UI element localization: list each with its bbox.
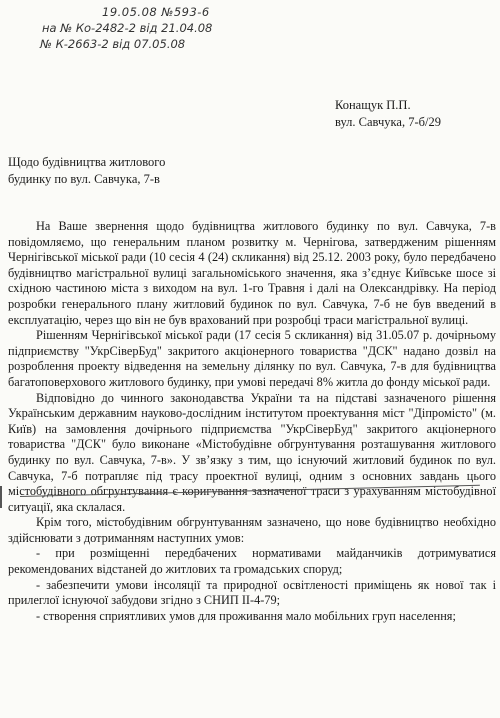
margin-pen-mark xyxy=(0,486,2,508)
addressee-name: Конащук П.П. xyxy=(335,98,411,112)
condition-item-2: - забезпечити умови інсоляції та природної освітленості приміщень як нової так і прилеглої існуючої забудови згідно з СНИП ІІ-4-79; xyxy=(8,577,496,608)
letter-body xyxy=(8,219,496,624)
subject-line-2: будинку по вул. Савчука, 7-в xyxy=(8,172,160,186)
body-paragraph-4: Крім того, містобудівним обгрунтуванням зазначено, що нове будівництво необхідно здійснювати з дотриманням наступних умов: xyxy=(8,515,496,545)
body-paragraph-3: Відповідно до чинного законодавства України та на підставі зазначеного рішення Українським державним науково-дослідним інститутом проектування міст "Діпромісто" (м. Київ) на замовлення дочірнього підприємства "УкрСіверБуд" закритого акціонерного товариства "ДСК" було виконане «Містобудівне обгрунтування розташування житлового будинку по вул. Савчука, 7-в». У зв’язку з тим, що існуючий житловий будинок по вул. Савчука, 7-б потрапляє під трасу проектної вулиці, одним з основних завдань цього містобудівного обгрунтування є коригування зазначеної траси з урахуванням містобудівної ситуації, яка склалася. xyxy=(8,390,496,514)
handwritten-registration-note xyxy=(40,4,212,52)
condition-item-1: - при розміщенні передбачених нормативами майданчиків дотримуватися рекомендованих відстаней до житлових та громадських споруд; xyxy=(8,546,496,577)
letter-subject xyxy=(8,154,165,188)
addressee-block xyxy=(335,97,441,131)
condition-item-3: - створення сприятливих умов для проживання мало мобільних груп населення; xyxy=(36,608,456,623)
addressee-address: вул. Савчука, 7-б/29 xyxy=(335,115,441,129)
handwritten-line-2: на № Ко-2482-2 від 21.04.08 xyxy=(42,21,213,35)
handwritten-line-3: № К-2663-2 від 07.05.08 xyxy=(40,37,186,51)
subject-line-1: Щодо будівництва житлового xyxy=(8,155,166,169)
body-paragraph-1: На Ваше звернення щодо будівництва житлового будинку по вул. Савчука, 7-в повідомляємо, що генеральним планом розвитку м. Чернігова, затвердженим рішенням Чернігівської міської ради (10 сесія 4 (24) скликання) від 25.12. 2003 року, було передбачено будівництво магістральної вулиці загальноміського значення, яка з’єднує Київське шосе зі східною частиною міста з виходом на вул. 1-го Травня і далі на Олександрівку. На період розробки генерального плану житловий будинок по вул. Савчука, 7-б не був введений в експлуатацію, через що він не був врахований при розробці траси магістральної вулиці. xyxy=(8,219,496,327)
body-paragraph-2: Рішенням Чернігівської міської ради (17 сесія 5 скликання) від 31.05.07 р. дочірньому підприємству "УкрСіверБуд" закритого акціонерного товариства "ДСК" надано дозвіл на розроблення проекту відведення на земельну ділянку по вул. Савчука, 7-в для будівництва багатоповерхового житлового будинку, при умові передачі 8% житла до фонду міської ради. xyxy=(8,328,496,389)
handwritten-line-1: 19.05.08 №593-6 xyxy=(102,5,210,19)
